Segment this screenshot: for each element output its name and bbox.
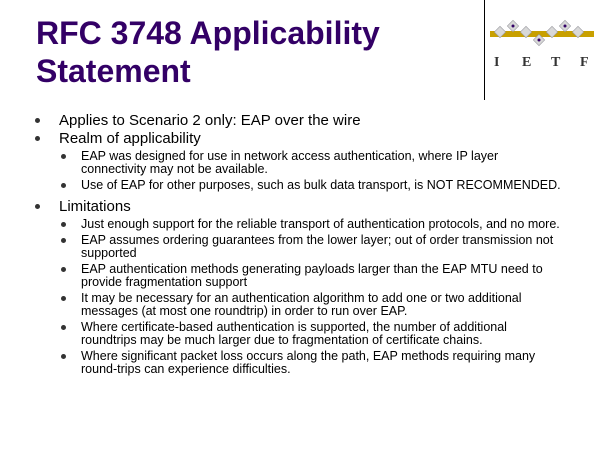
sub-bullet-item bbox=[59, 150, 592, 176]
sub-bullet-dot-icon bbox=[61, 238, 66, 243]
bullet-dot-icon bbox=[35, 136, 40, 141]
sub-bullet-dot-icon bbox=[61, 222, 66, 227]
sub-bullet-text: EAP assumes ordering guarantees from the lower layer; out of order transmission not supported bbox=[81, 233, 554, 260]
logo-letter: T bbox=[551, 55, 561, 70]
logo-letter: F bbox=[580, 55, 589, 70]
sub-bullet-text: It may be necessary for an authentication algorithm to add one or two additional messages (at most one roundtrip) in order to run over EAP. bbox=[81, 291, 522, 318]
bullet-dot-icon bbox=[35, 204, 40, 209]
bullet-text: Limitations bbox=[59, 198, 131, 215]
sub-bullet-item bbox=[59, 263, 592, 289]
sub-bullet-text: Use of EAP for other purposes, such as bulk data transport, is NOT RECOMMENDED. bbox=[81, 178, 561, 192]
slide-title bbox=[36, 14, 456, 90]
logo-letter: E bbox=[522, 55, 532, 70]
logo-letter: I bbox=[494, 55, 500, 70]
sub-bullet-list bbox=[59, 150, 592, 192]
sub-bullet-dot-icon bbox=[61, 325, 66, 330]
bullet-item bbox=[32, 198, 592, 376]
sub-bullet-item bbox=[59, 218, 592, 231]
bullet-dot-icon bbox=[35, 118, 40, 123]
slide-title-line2: Statement bbox=[36, 53, 191, 89]
slide-body bbox=[32, 112, 592, 382]
sub-bullet-dot-icon bbox=[61, 354, 66, 359]
sub-bullet-item bbox=[59, 321, 592, 347]
bullet-list bbox=[32, 112, 592, 376]
sub-bullet-dot-icon bbox=[61, 183, 66, 188]
sub-bullet-text: EAP authentication methods generating payloads larger than the EAP MTU need to provide fragmentation support bbox=[81, 262, 543, 289]
bullet-item bbox=[32, 130, 592, 192]
sub-bullet-text: Where certificate-based authentication is supported, the number of additional roundtrips may be much larger due to fragmentation of certificate chains. bbox=[81, 320, 507, 347]
ietf-logo bbox=[488, 14, 596, 74]
header-divider bbox=[484, 0, 485, 100]
logo-wave-icon bbox=[490, 20, 594, 45]
bullet-item bbox=[32, 112, 592, 130]
sub-bullet-text: EAP was designed for use in network access authentication, where IP layer connectivity may not be available. bbox=[81, 149, 499, 176]
sub-bullet-dot-icon bbox=[61, 154, 66, 159]
sub-bullet-item bbox=[59, 292, 592, 318]
sub-bullet-dot-icon bbox=[61, 296, 66, 301]
sub-bullet-list bbox=[59, 218, 592, 376]
sub-bullet-item bbox=[59, 350, 592, 376]
bullet-text: Applies to Scenario 2 only: EAP over the wire bbox=[59, 112, 361, 129]
sub-bullet-item bbox=[59, 234, 592, 260]
slide-title-line1: RFC 3748 Applicability bbox=[36, 15, 380, 51]
sub-bullet-text: Where significant packet loss occurs along the path, EAP methods requiring many round-trips can experience difficulties. bbox=[81, 349, 536, 376]
sub-bullet-item bbox=[59, 179, 592, 192]
bullet-text: Realm of applicability bbox=[59, 130, 201, 147]
sub-bullet-dot-icon bbox=[61, 267, 66, 272]
sub-bullet-text: Just enough support for the reliable transport of authentication protocols, and no more. bbox=[81, 217, 560, 231]
